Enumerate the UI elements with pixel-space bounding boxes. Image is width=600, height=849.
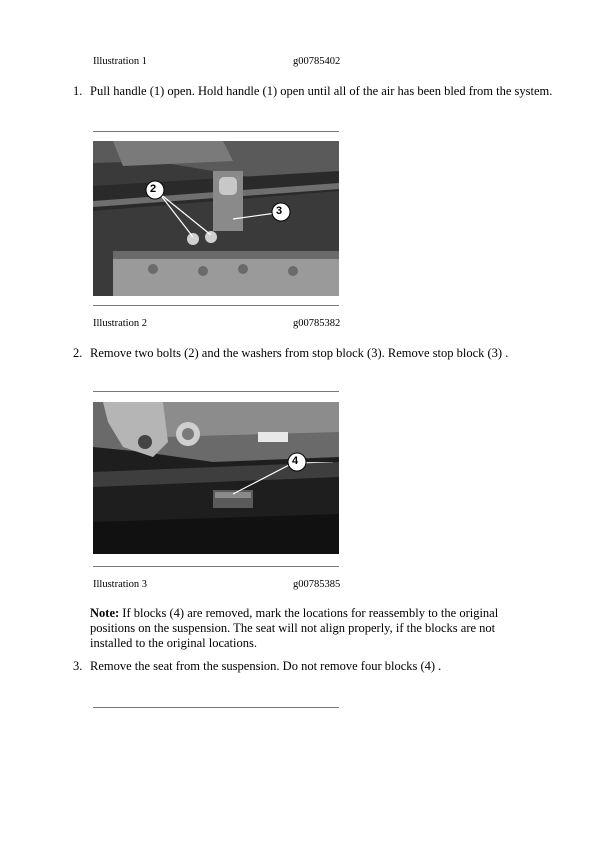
step-3-number: 3. <box>73 659 83 673</box>
note-label: Note: <box>90 606 120 620</box>
figure-2-photo <box>93 141 339 296</box>
figure-2-bottom-rule <box>93 305 339 306</box>
illustration-3-id: g00785385 <box>293 579 341 590</box>
step-1-number: 1. <box>73 84 83 98</box>
seat-stop-block-photo <box>93 141 339 296</box>
figure-3-top-rule <box>93 391 339 392</box>
step-2-text: Remove two bolts (2) and the washers from stop block (3). Remove stop block (3) . <box>90 346 509 360</box>
figure-2-top-rule <box>93 131 339 132</box>
figure-3-bottom-rule <box>93 566 339 567</box>
illustration-2-id: g00785382 <box>293 318 341 329</box>
step-2-number: 2. <box>73 346 83 360</box>
illustration-2-label: Illustration 2 <box>93 318 147 329</box>
seat-blocks-photo <box>93 402 339 554</box>
callout-3: 3 <box>276 205 283 217</box>
bottom-rule <box>93 707 339 708</box>
note-paragraph <box>90 606 530 651</box>
illustration-1-id: g00785402 <box>293 56 341 67</box>
note-text: If blocks (4) are removed, mark the locations for reassembly to the original positions on the suspension. The seat will not align properly, if the blocks are not installed to the original locations. <box>90 606 499 650</box>
illustration-3-label: Illustration 3 <box>93 579 147 590</box>
figure-3-photo <box>93 402 339 554</box>
step-1-text: Pull handle (1) open. Hold handle (1) open until all of the air has been bled from the system. <box>90 84 553 98</box>
callout-2: 2 <box>150 183 157 195</box>
callout-4: 4 <box>292 455 299 467</box>
illustration-1-label: Illustration 1 <box>93 56 147 67</box>
step-3-text: Remove the seat from the suspension. Do not remove four blocks (4) . <box>90 659 442 673</box>
